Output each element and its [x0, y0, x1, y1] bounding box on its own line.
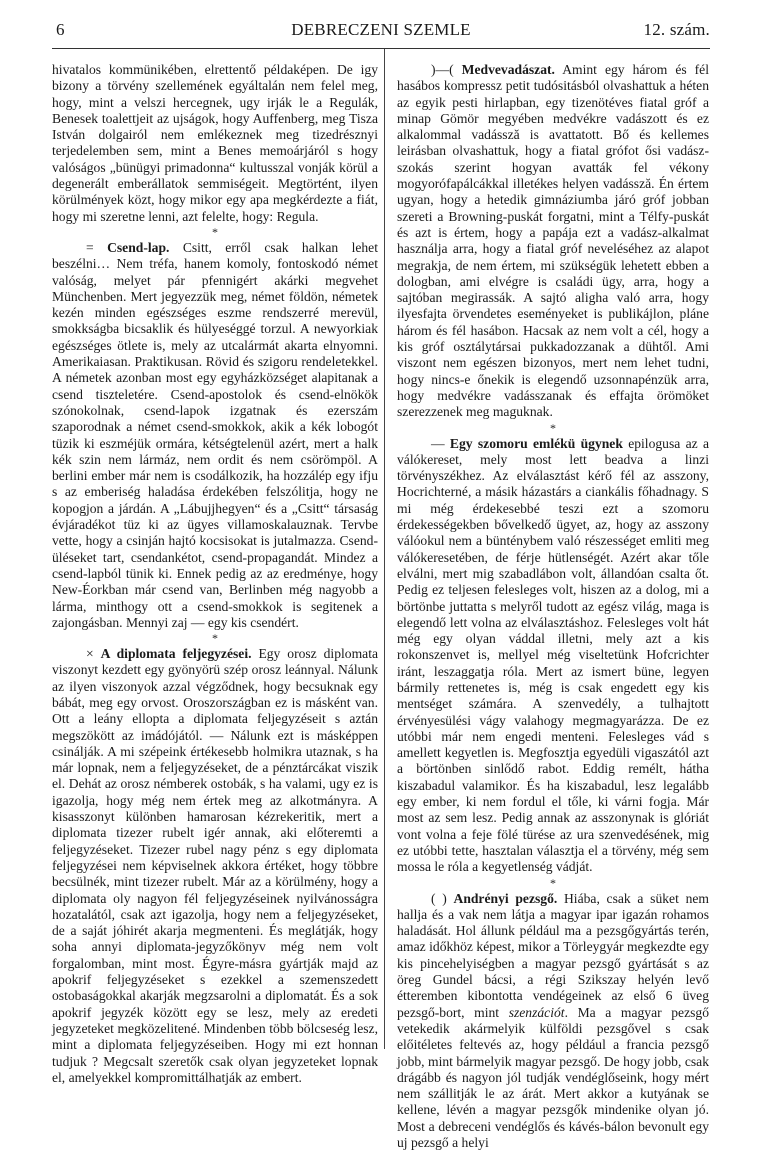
article-body: Hiába, csak a süket nem hallja és a vak nem látja a magyar ipar igazán rohamos haladását. Hol állunk például ma a pezsgőgyártás terén, amaz időkhöz képest, mikor a Törleygyár megkezdte egy kis pincehelyiségben a magyar pezsgő gyártását s az öreg Gundel bácsi, a régi Szikszay helyén levő étteremben kibontotta vendégeinek az első 6 üveg pezsgő-bort, mint	[397, 890, 709, 1020]
article-body: . Ma a magyar pezsgő vetekedik akármelyik külföldi pezsgővel s csak előitéletes feltevés az, hogy például a francia pezsgő jobb, mint bármelyik magyar pezsgő. De hogy jobb, csak drágább és nagyon jól tudják vendéglőseink, hogy mért nem szállitják le az árát. Mert akkor a kutyának se kellene, lévén a magyar pezsgők mindenike olyan jó. Most a debreceni vendéglős és kávés-bálon bevonult egy uj pezsgő a helyi	[397, 1004, 710, 1150]
article-title: Medvevadászat.	[461, 62, 555, 77]
separator-star: *	[550, 875, 556, 890]
journal-title: DEBRECZENI SZEMLE	[291, 20, 471, 39]
article-body: Amint egy három és fél hasábos kompressz petit tudósitásból olvashattuk a héten az egyik pesti hirlapban, egy tizenötéves fiatal gróf a minap Gömör megyében medvékre vadászott és ez alkalommal vadássză is avattatott. Bő és kellemes leirásban olvashattuk, hogy a fiatal grófot ősi vadász-szokás szerint hogyan avatták fel vékony mogyorófapálcákkal illetékes helyen vadássză. Én értem ugyan, hogy a hetedik gimnáziumba járó gróf jobban szereti a Browning-puskát forgatni, mint a Télfy-puskát és azt is értem, hogy a papája ezt a vadász-alkalmat használja arra, hogy a fiatal gróf neveléséhez az alapot megrakja, de nem értem, mi szükségük lehetett ebben a dologban, ami elvégre is családi ügy, arra, hogy a sajtóban megirassák. A sajtó aligha való arra, hogy ilyesfajta örvendetes eseményeket is publikájlon, pláne három és fél hasábon. Hacsak az nem volt a cél, hogy a kis gróf osztálytársai pukkadozzanak a dühtől. Ami viszont nem egészen bizonyos, mert nem lehet tudni, hogy nincs-e őnekik is elegendő uzsonnapénzük arra, hogy medvékre vadásszanak és effajta örömöket szerezzenek meg maguknak.	[397, 62, 709, 420]
separator-star: *	[212, 631, 218, 646]
article-title: Csend-lap.	[107, 239, 170, 255]
article-marker: )—(	[431, 62, 454, 77]
article-diplomata	[52, 646, 378, 1086]
separator-star: *	[212, 224, 218, 239]
article-title: Andrényi pezsgő.	[453, 890, 558, 906]
issue-number: 12. szám.	[643, 20, 710, 39]
article-body: Egy orosz diplomata viszonyt kezdett egy gyönyörü szép orosz leánnyal. Nálunk az ilyen viszonyok azzal végződnek, hogy becsuknak egy bábát, meg egy orvost. Oroszországban ez is másként van. Ott a leány ellopta a diplomata feljegyzéseit s aztán megszökött az imádójától. — Nálunk ezt is másképpen csinálják. A mi szépeink értékesebb holmikra utaznak, s ha már lopnak, nem a feljegyzéseket, de a pénztárcákat viszik el. Dehát az orosz némberek ostobák, s ha valami, ugy ez is igazolja, hogy még nem értek meg az alkotmányra. A kisasszonyt különben hamarosan kézrekeritik, mert a diplomata tizezer rubelt igér annak, aki előteremti a feljegyzéseket. Tizezer rubel nagy pénz s egy diplomata feljegyzései nem képviselnek akkora értéket, hogy többre becsülnék, mint tizezer rubelt. Már az a körülmény, hogy a diplomata oly nagyon fél feljegyzéseinek nyilvánosságra hozatalától, csak azt igazolja, hogy nem a feljegyzéseket, de a saját jóhirét akarja megmenteni. És meglátják, hogy soha annyi diplomata-jegyzőkönyv még nem volt forgalomban, mint most. Égyre-másra gyártják majd az apokrif feljegyzéseket s ezekkel a szemenszedett ostobaságokkal akarják megzsarolni a diplomatát. És a sok apokrif jegyzék között egy se lesz, mely az eredeti jegyzeteket megközelitené. Mindenben több bölcseség lesz, mint a diplomata feljegyzéseiben. Hogy mi ezt honnan tudjuk ? Megcsalt szeretők csak olyan jegyzeteket lopnak el, amelyekkel kompromittálhatják az embert.	[52, 646, 379, 1085]
article-italic: szenzációt	[508, 1004, 565, 1020]
article-body: epilogusa az a válókereset, mely most lett beadva a linzi törvényszékhez. Az elválasztást kérő fél az asszony, Hocrichterné, a másik házastárs a ciankális főhadnagy. S mi még érdekesebbé teszi ezt a szomoru érdekességekben bővelkedő ügyet, az, hogy az asszony válóokul nem a bünténybem való részességet emliti meg válókeresetében, de férje hütlenségét. Azért akar tőle elválni, mert mig szabadlábon volt, állandóan csalta őt. Pedig ez teljesen felesleges volt, hiszen az a dolog, mi a börtönbe juttatta s melyről tudott az egész világ, maga is elegendő lett volna az elválasztáshoz. Felesleges volt hát még egy olyan váddal illetni, mely azt a kis rokonszenvet is, mellyel még viseltetünk Hofcrichter iránt, leszaggatja róla. Mert az ismert büne, legyen bármily rettenetes is, még is csak engedett egy kis mentséget számára. A szenvedély, a tulhajtott érvényesülési vágy valahogy megmagyarázza. De ez utóbbi már nem engedi menteni. Felesleges vád s amellett kegyetlen is. Megfosztja egyedüli vigaszától azt a börtönben sinlődő rabot. Eddig remélt, hátha kiszabadul valamikor. És ha kiszabadul, lesz legalább egy ember, ki nem fordul el tőle, ki várni fogja. Már most az sem lesz. Pedig annak az asszonynak is glóriát vont volna a feje fölé türése az ura szenvedésének, mig ez utóbbi tette, hasztalan választja el a törvény, még sem mossa le róla a kegyetlenség vádját.	[397, 435, 709, 875]
header-rule	[52, 48, 710, 49]
right-column	[397, 62, 709, 1151]
article-marker: =	[86, 239, 94, 255]
page-number: 6	[56, 20, 65, 39]
article-csend-lap	[52, 240, 378, 631]
separator-star: *	[550, 420, 556, 435]
article-continuation: hivatalos kommünikében, elrettentő példaképen. De igy bizony a törvény szellemének egyáltalán nem felel meg, hogy, mint a velszi hercegnek, ugy irják le a Regulák, Benesek toalettjeit az ujságok, hogy Auffenberg, meg Tisza István dolgairól nem emlékeznek meg tizedrésznyi terjedelemben sem, mint a Benes memoárjáról s hogy valóságos „bünügyi primadonna“ kultusszal vonják körül a degenerált emberállatok semmiségeit. Megtörtént, ilyen körülmények közt, hogy mikor egy apa megkérdezte a fiát, hogy mi szeretne lenni, azt felelte, hogy: Regula.	[52, 62, 378, 224]
column-divider	[384, 49, 385, 1049]
article-szomoru-ugy	[397, 436, 709, 876]
left-column	[52, 62, 378, 1086]
article-marker: ( )	[431, 890, 447, 906]
article-title: Egy szomoru emlékü ügynek	[449, 435, 623, 451]
article-body: Csitt, erről csak halkan lehet beszélni… Nem tréfa, hanem komoly, fontoskodó német valóság, melyet pár pfennigért akárki megvehet Münchenben. Mert jegyezzük meg, német földön, németek kezén minden egészséges eszme rendszerré merevül, smokkságba bicsaklik és hülyeséggé torzul. A newyorkiak egészséges ötlete is, mely az utcalármát akarta elnyomni. Amerikaiasan. Praktikusan. Rövid és szigoru rendeletekkel. A németek azonban most egy egyházközséget alapitanak a csend tiszteletére. Csend-apostolok és csend-elnökök szónokolnak, csend-lapok izgatnak és ezerszám szaporodnak a német csend-smokkok, akik a kék lobogót tüzik ki eszméjük ormára, kétségtelenül azért, mert a halk kék szin nem lármáz, nem ordit és nem csörömpöl. A berlini ember már nem is csodálkozik, ha hozzálép egy ifju s az emberiség haladása érdekében felszólitja, hogy ne kopogjon a járdán. A „Lábujjhegyen“ és a „Csitt“ társaság évjáradékot tüz ki az ügyes villamoskalauznak. Tervbe vette, hogy a csinján hajtó kocsisokat is jutalmazza. Csend-üléseket tart, csendankétot, csend-propagandát. Mindez a csend-lapból tünik ki. Ennek pedig az az eredménye, hogy New-Éorkban már csend van, Berlinben még nagyobb a lárma, minthogy ott a csend-smokkok is segitenek a zajongásban. Mennyi zaj — egy kis csendért.	[52, 239, 378, 630]
article-marker: ×	[86, 646, 94, 662]
article-andrenyi-pezsgo	[397, 891, 709, 1151]
article-title: A diplomata feljegyzései.	[100, 646, 252, 662]
page-header	[52, 20, 710, 42]
article-medvevadaszat	[397, 62, 709, 421]
article-marker: —	[431, 435, 445, 451]
